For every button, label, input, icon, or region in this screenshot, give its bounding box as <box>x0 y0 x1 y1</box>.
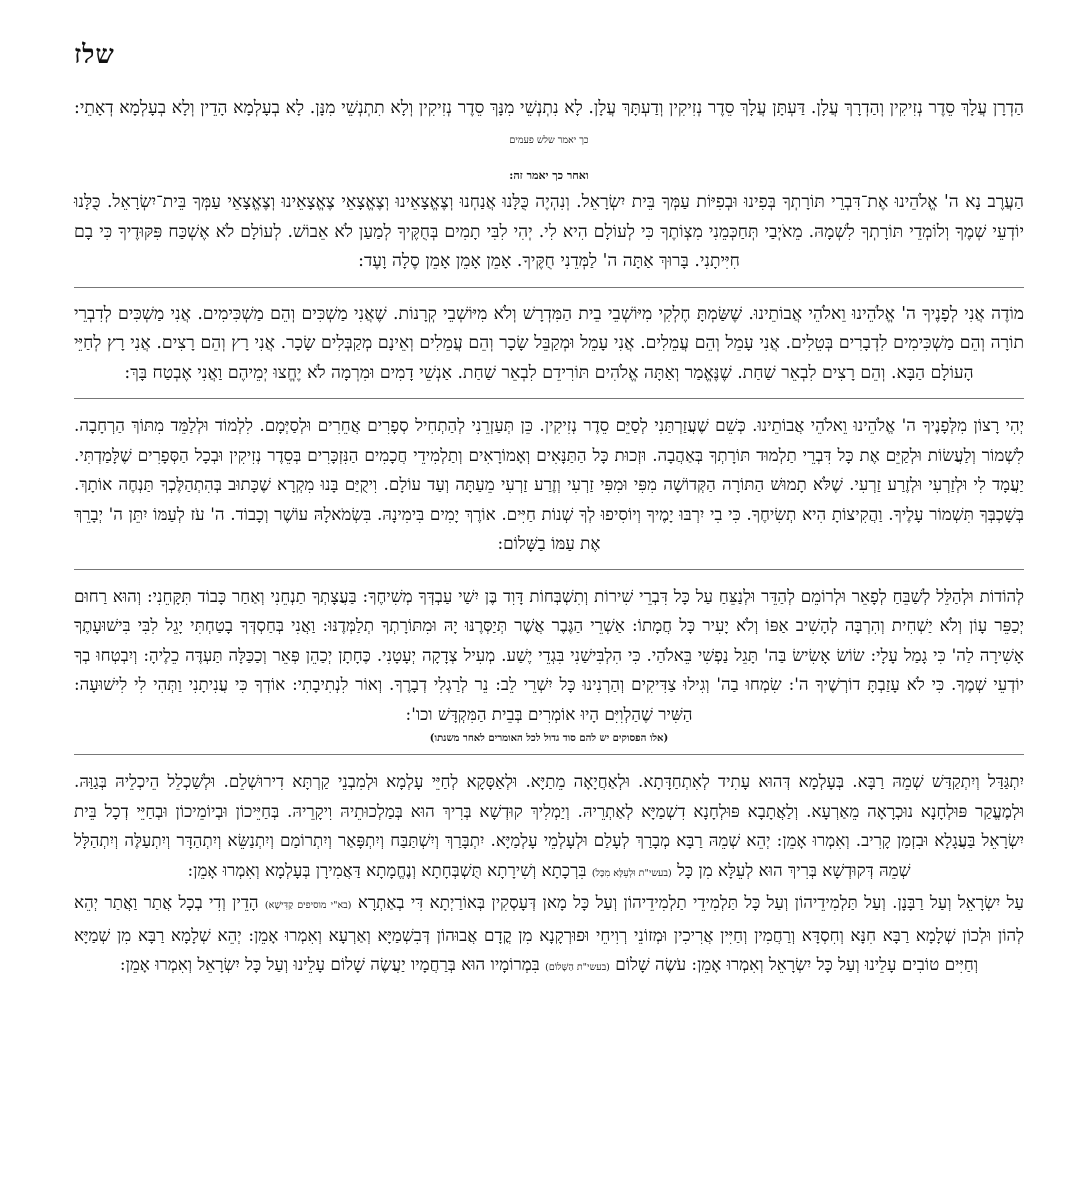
hadran-note: כך יאמר שלש פעמים <box>509 134 589 146</box>
prayer-page <box>74 36 1024 1186</box>
divider-3 <box>74 569 1024 570</box>
modeh-paragraph: מוֹדֶה אֲנִי לְפָנֶיךָ ה' אֱלֹהֵינוּ וֵאלֹהֵי אֲבוֹתֵינוּ. שֶׁשַּׂמְתָּ חֶלְקִי מִיּוֹשְׁבֵי בֵית הַמִּדְרָשׁ וְלֹא מִיּוֹשְׁבֵי קְרָנוֹת. שֶׁאֲנִי מַשְׁכִּים וְהֵם מַשְׁכִּימִים. אֲנִי מַשְׁכִּים לְדִבְרֵי תוֹרָה וְהֵם מַשְׁכִּימִים לִדְבָרִים בְּטֵלִים. אֲנִי עָמֵל וְהֵם עֲמֵלִים. אֲנִי עָמֵל וּמְקַבֵּל שָׂכָר וְהֵם עֲמֵלִים וְאֵינָם מְקַבְּלִים שָׂכָר. אֲנִי רָץ וְהֵם רָצִים. אֲנִי רָץ לְחַיֵּי הָעוֹלָם הַבָּא. וְהֵם רָצִים לִבְאֵר שַׁחַת. שֶׁנֶּאֱמַר וְאַתָּה אֱלֹהִים תּוֹרִידֵם לִבְאֵר שַׁחַת. אַנְשֵׁי דָמִים וּמִרְמָה לֹא יֶחֱצוּ יְמֵיהֶם וַאֲנִי אֶבְטַח בָּךְ: <box>74 303 1024 383</box>
yehi-ratzon-paragraph: יְהִי רָצוֹן מִלְּפָנֶיךָ ה' אֱלֹהֵינוּ וֵאלֹהֵי אֲבוֹתֵינוּ. כְּשֵׁם שֶׁעֲזַרְתַּנִי לְסַיֵּם סֵדֶר נְזִיקִין. כֵּן תְּעַזְרֵנִי לְהַתְחִיל סְפָרִים אֲחֵרִים וּלְסַיְּמָם. לִלְמוֹד וּלְלַמֵּד מִתּוֹךְ הַרְחָבָה. לִשְׁמוֹר וְלַעֲשׂוֹת וּלְקַיֵּם אֶת כָּל דִּבְרֵי תַלְמוּד תּוֹרָתְךָ בְּאַהֲבָה. וּזְכוּת כָּל הַתַּנָּאִים וְאָמוֹרָאִים וְתַלְמִידֵי חֲכָמִים הַנִּזְכָּרִים בְּסֵדֶר נְזִיקִין וּבְכָל הַסְּפָרִים שֶׁלָּמַדְתִּי. יַעֲמָד לִי וּלְזַרְעִי וּלְזֶרַע זַרְעִי. שֶׁלֹּא תָמוּשׁ הַתּוֹרָה הַקְּדוֹשָׁה מִפִּי וּמִפִּי זַרְעִי וְזֶרַע זַרְעִי מֵעַתָּה וְעַד עוֹלָם. וִיקֻיַּם בָּנוּ מִקְרָא שֶׁכָּתוּב בְּהִתְהַלֶּכְךָ תַּנְחֶה אוֹתָךְ. בְּשָׁכְבְּךָ תִּשְׁמוֹר עָלֶיךָ. וַהֲקִיצוֹתָ הִיא תְשִׂיחֶךָ. כִּי בִי יִרְבּוּ יָמֶיךָ וְיוֹסִיפוּ לְךָ שְׁנוֹת חַיִּים. אוֹרֶךְ יָמִים בִּימִינָהּ. בִּשְׂמֹאלָהּ עוֹשֶׁר וְכָבוֹד. ה' עֹז לְעַמּוֹ יִתֵּן ה' יְבָרֵךְ אֶת עַמּוֹ בַשָּׁלוֹם: <box>74 415 1024 553</box>
kaddish-2-note: (בא"י מוסיפים קַדִּישָׁא) <box>264 900 352 911</box>
divider-4 <box>74 754 1024 755</box>
kaddish-2-note-2: (בעשי"ת הַשָּׁלוֹם) <box>545 962 610 973</box>
hadran-text: הַדְרָן עֲלָךְ סֵדֶר נְזִיקִין וְהַדְרָךְ עֲלָן. דַּעְתָּן עֲלָךְ סֵדֶר נְזִיקִין וְדַעְתָּךְ עֲלָן. לָא נִתְנְשֵׁי מִנָּךְ סֵדֶר נְזִיקִין וְלָא תִתְנְשֵׁי מִנָּן. לָא בְעָלְמָא הָדֵין וְלָא בְעָלְמָא דְאָתֵי: <box>74 98 1024 118</box>
after-heading: ואחר כך יאמר זה: <box>509 169 589 182</box>
haarev-paragraph: הַעֲרֶב נָא ה' אֱלֹהֵינוּ אֶת־דִּבְרֵי תּוֹרָתְךָ בְּפִינוּ וּבְפִיּוֹת עַמְּךָ בֵּית יִשְׂרָאֵל. וְנִהְיֶה כֻּלָּנוּ אֲנַחְנוּ וְצֶאֱצָאֵינוּ וְצֶאֱצָאֵי צֶאֱצָאֵינוּ וְצֶאֱצָאֵי עַמְּךָ בֵּית־יִשְׂרָאֵל. כֻּלָּנוּ יוֹדְעֵי שְׁמֶךָ וְלוֹמְדֵי תּוֹרָתְךָ לִשְׁמָהּ. מֵאֹיְבַי תְּחַכְּמֵנִי מִצְוֹתֶךָ כִּי לְעוֹלָם הִיא לִי. יְהִי לִבִּי תָמִים בְּחֻקֶּיךָ לְמַעַן לֹא אֵבוֹשׁ. לְעוֹלָם לֹא אֶשְׁכַּח פִּקּוּדֶיךָ כִּי בָם חִיִּיתָנִי. בָּרוּךְ אַתָּה ה' לַמְּדֵנִי חֻקֶּיךָ. אָמֵן אָמֵן אָמֵן סֶלָה וָעֶד: <box>74 192 1024 271</box>
kaddish-paragraph-2 <box>74 888 1024 983</box>
kaddish-2-text-a: עַל יִשְׂרָאֵל וְעַל רַבָּנָן. וְעַל תַּלְמִידֵיהוֹן וְעַל כָּל תַּלְמִידֵי תַלְמִידֵיהוֹן וְעַל כָּל מָאן דְּעָסְקִין בְּאוֹרַיְתָא דִּי בְאַתְרָא <box>357 892 1024 912</box>
divider-1 <box>74 287 1024 288</box>
kaddish-1-note: (בעשי"ת וּלְעֵלָּא מִכָּל) <box>591 867 672 879</box>
kaddish-1-text: יִתְגַּדַּל וְיִתְקַדַּשׁ שְׁמֵהּ רַבָּא. בְּעָלְמָא דְּהוּא עָתִיד לְאִתְחַדָּתָא. וּלְאַחֲיָאָה מֵתַיָּא. וּלְאַסָּקָא לְחַיֵּי עָלְמָא וּלְמִבְנֵי קַרְתָּא דִירוּשְׁלֵם. וּלְשַׁכְלֵל הֵיכְלֵיהּ בְּגַוַּהּ. וּלְמֶעֱקַר פּוּלְחָנָא נוּכְרָאָה מֵאַרְעָא. וְלַאֲתָבָא פּוּלְחָנָא דִשְׁמַיָּא לְאַתְרֵיהּ. וְיַמְלִיךְ קוּדְשָׁא בְּרִיךְ הוּא בְּמַלְכוּתֵיהּ וִיקָרֵיהּ. בְּחַיֵּיכוֹן וּבְיוֹמֵיכוֹן וּבְחַיֵּי דְכָל בֵּית יִשְׂרָאֵל בַּעֲגָלָא וּבִזְמַן קָרִיב. וְאִמְרוּ אָמֵן: יְהֵא שְׁמֵהּ רַבָּא מְבָרַךְ לְעָלַם וּלְעָלְמֵי עָלְמַיָּא. יִתְבָּרַךְ וְיִשְׁתַּבַּח וְיִתְפָּאַר וְיִתְרוֹמַם וְיִתְנַשֵּׂא וְיִתְהַדָּר וְיִתְעַלֶּה וְיִתְהַלָּל שְׁמֵהּ דְּקוּדְשָׁא בְּרִיךְ הוּא לְעֵלָּא מִן כָּל <box>74 771 1024 880</box>
kaddish-2-text-b: הָדֵין וְדִי בְכָל אֲתַר וַאֲתַר יְהֵא לְהוֹן וּלְכוֹן שְׁלָמָא רַבָּא חִנָּא וְחִסְדָּא וְרַחֲמִין וְחַיִּין אֲרִיכִין וּמְזוֹנֵי רְוִיחֵי וּפוּרְקָנָא מִן קֳדָם אֲבוּהוֹן דְּבִשְׁמַיָּא וְאַרְעָא וְאִמְרוּ אָמֵן: יְהֵא שְׁלָמָא רַבָּא מִן שְׁמַיָּא וְחַיִּים טוֹבִים עָלֵינוּ וְעַל כָּל יִשְׂרָאֵל וְאִמְרוּ אָמֵן: עֹשֶׂה שָׁלוֹם <box>74 892 1024 974</box>
kaddish-2-text-c: בִּמְרוֹמָיו הוּא בְּרַחֲמָיו יַעֲשֶׂה שָׁלוֹם עָלֵינוּ וְעַל כָּל יִשְׂרָאֵל וְאִמְרוּ אָמֵן: <box>119 954 540 974</box>
hadran-paragraph <box>74 94 1024 155</box>
page-content <box>74 94 1024 983</box>
kaddish-1-end: בִּרְכָתָא וְשִׁירָתָא תֻּשְׁבְּחָתָא וְנֶחֱמָתָא דַּאֲמִירָן בְּעָלְמָא וְאִמְרוּ אָמֵן: <box>187 859 587 880</box>
divider-2 <box>74 398 1024 399</box>
lehodot-paragraph: לְהוֹדוֹת וּלְהַלֵּל לְשַׁבֵּחַ לְפָאֵר וּלְרוֹמֵם לְהַדֵּר וּלְנַצֵּחַ עַל כָּל דִּבְרֵי שִׁירוֹת וְתִשְׁבְּחוֹת דָּוִד בֶּן יִשַׁי עַבְדְּךָ מְשִׁיחֶךָ: בַּעֲצָתְךָ תַנְחֵנִי וְאַחַר כָּבוֹד תִּקָּחֵנִי: וְהוּא רַחוּם יְכַפֵּר עָוֹן וְלֹא יַשְׁחִית וְהִרְבָּה לְהָשִׁיב אַפּוֹ וְלֹא יָעִיר כָּל חֲמָתוֹ: אַשְׁרֵי הַגֶּבֶר אֲשֶׁר תְּיַסְּרֶנּוּ יָהּ וּמִתּוֹרָתְךָ תְלַמְּדֶנּוּ: וַאֲנִי בְּחַסְדְּךָ בָטַחְתִּי יָגֵל לִבִּי בִּישׁוּעָתֶךָ אָשִׁירָה לַה' כִּי גָמַל עָלָי: שׂוֹשׂ אָשִׂישׂ בַּה' תָּגֵל נַפְשִׁי בֵּאלֹהַי. כִּי הִלְבִּישַׁנִי בִּגְדֵי יֶשַׁע. מְעִיל צְדָקָה יְעָטָנִי. כֶּחָתָן יְכַהֵן פְּאֵר וְכַכַּלָּה תַּעְדֶּה כֵלֶיהָ: וְיִבְטְחוּ בְךָ יוֹדְעֵי שְׁמֶךָ. כִּי לֹא עָזַבְתָּ דוֹרְשֶׁיךָ ה': שִׂמְחוּ בַה' וְגִילוּ צַדִּיקִים וְהַרְנִינוּ כָּל יִשְׁרֵי לֵב: נֵר לְרַגְלִי דְבָרֶךָ. וְאוֹר לִנְתִיבָתִי: אוֹדְךָ כִּי עֲנִיתָנִי וַתְּהִי לִי לִישׁוּעָה: הַשִּׁיר שֶׁהַלְוִיִּם הָיוּ אוֹמְרִים בְּבֵית הַמִּקְדָּשׁ וכו': <box>74 585 1024 724</box>
page-number: שלז <box>74 40 115 70</box>
verses-note: (אלו הפסוקים יש להם סוד גדול לכל האומרים לאחר משנתו) <box>429 733 669 744</box>
kaddish-paragraph-1 <box>74 767 1024 888</box>
